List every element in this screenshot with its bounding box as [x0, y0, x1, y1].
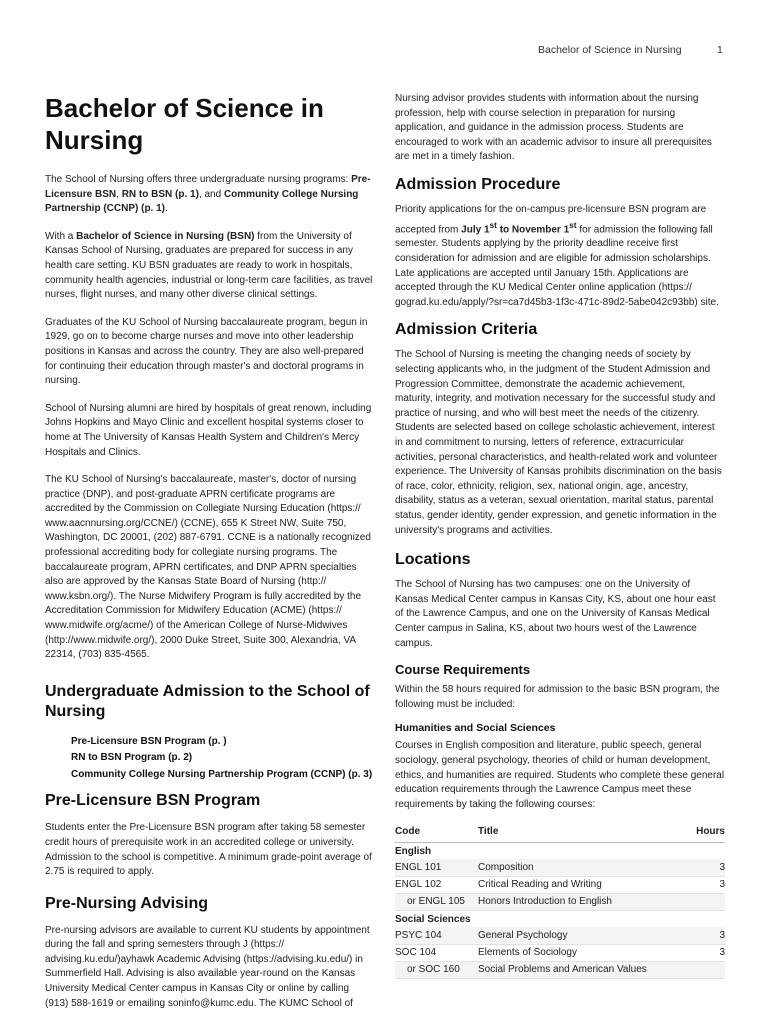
course-hours: 3: [685, 944, 725, 961]
prenursing-paragraph: Pre-nursing advisors are available to current KU students by appointment during the fall and spring semesters through J (https:// advising.ku.edu/)ayhawk Academic Advising (https://advising.ku.edu/) in Summerfield Hall. Advising is also available year-round on the Kansas University Medical Center campus in Kansas City or online by calling (913) 588-1619 or emailing soninfo@kumc.edu. The KUMC School of: [45, 924, 370, 1009]
link-prelicensure-program[interactable]: Pre-Licensure BSN Program (p. ): [71, 735, 227, 747]
table-row: [395, 859, 725, 876]
link-ccnp[interactable]: Community College Nursing Partnership (CCNP) (p. 1): [45, 188, 359, 215]
table-row: [395, 944, 725, 961]
column-header-code: Code: [395, 820, 478, 842]
course-code[interactable]: or ENGL 105: [395, 893, 478, 910]
prenursing-heading: Pre-Nursing Advising: [45, 894, 208, 912]
admission-criteria-heading: Admission Criteria: [395, 321, 538, 339]
prelicensure-paragraph: Students enter the Pre-Licensure BSN program after taking 58 semester credit hours of prerequisite work in an accredited college or university. Admission to the school is competitive. A minimum grade-point average of 2.75 is required to apply.: [45, 822, 372, 878]
table-row: [395, 893, 725, 910]
category-social-sciences: Social Sciences: [395, 913, 471, 925]
course-title: Elements of Sociology: [478, 944, 685, 961]
course-hours: 3: [685, 927, 725, 944]
humanities-paragraph: Courses in English composition and literature, public speech, general sociology, general psychology, theories of child or human development, ethics, and humanities are required. Students who complete these general education requirements through the Lawrence Campus meet these requirements by taking the following courses:: [395, 740, 725, 810]
bsn-paragraph: With a Bachelor of Science in Nursing (BSN) from the University of Kansas School of Nursing, graduates are prepared for success in any health care setting. KU BSN graduates are ready to work in hospitals, community health agencies, industrial or long-term care facilities, as travel nurses, flight nurses, and many other diverse clinical settings.: [45, 230, 373, 301]
course-hours: [685, 961, 725, 978]
undergrad-admission-heading: Undergraduate Admission to the School of Nursing: [45, 682, 370, 720]
intro-paragraph: The School of Nursing offers three undergraduate nursing programs: Pre-Licensure BSN, RN to BSN (p. 1), and Community College Nursing Partnership (CCNP) (p. 1).: [45, 174, 371, 215]
admission-procedure-heading: Admission Procedure: [395, 175, 561, 193]
course-code[interactable]: ENGL 102: [395, 876, 478, 893]
admission-criteria-paragraph: The School of Nursing is meeting the changing needs of society by selecting applicants who, in the judgment of the Student Admission and Progression Committee, demonstrate the academic achievement, maturity, integrity, and motivation necessary for the successful study and practice of nursing, and who will best meet the needs of the citizenry. Students are selected based on college scholastic achievement, interest in and commitment to nursing, letters of reference, extracurricular activities, personal characteristics, and health-related work and volunteer experience. The University of Kansas prohibits discrimination on the basis of race, color, ethnicity, religion, sex, national origin, age, ancestry, disability, status as a veteran, sexual orientation, marital status, parental status, gender identity, gender expression, and genetic information in the university's programs and activities.: [395, 349, 722, 536]
course-title: General Psychology: [478, 927, 685, 944]
column-header-hours: Hours: [685, 820, 725, 842]
locations-heading: Locations: [395, 551, 471, 569]
link-ccnp-program[interactable]: Community College Nursing Partnership Program (CCNP) (p. 3): [71, 768, 373, 780]
running-header-title: Bachelor of Science in Nursing: [538, 44, 682, 56]
course-table: [395, 820, 725, 979]
table-row: [395, 876, 725, 893]
course-code[interactable]: SOC 104: [395, 944, 478, 961]
course-requirements-paragraph: Within the 58 hours required for admission to the basic BSN program, the following must be included:: [395, 684, 720, 710]
prelicensure-heading: Pre-Licensure BSN Program: [45, 792, 261, 810]
page-number: 1: [717, 44, 723, 56]
course-code[interactable]: ENGL 101: [395, 859, 478, 876]
link-prelicensure-bsn[interactable]: Pre-Licensure BSN: [45, 174, 371, 200]
course-code[interactable]: PSYC 104: [395, 927, 478, 944]
graduates-paragraph: Graduates of the KU School of Nursing baccalaureate program, begun in 1929, go on to become charge nurses and move into other leadership positions in Kansas and across the country. They are also well-prepared for continuing their education through master's and doctoral programs in nursing.: [45, 316, 368, 387]
left-column: [45, 92, 375, 1011]
page-title: Bachelor of Science in Nursing: [45, 93, 324, 155]
humanities-heading: Humanities and Social Sciences: [395, 722, 556, 735]
accreditation-paragraph: The KU School of Nursing's baccalaureate, master's, doctor of nursing practice (DNP), and post-graduate APRN certificate programs are accredited by the Commission on Collegiate Nursing Education (https:// www.aacnnursing.org/CCNE/) (CCNE), 655 K Street NW, Suite 750, Washington, DC 20001, (202) 887-6791. CCNE is a nationally recognized professional accrediting body for collegiate nursing programs. The baccalaureate program, APRN certificates, and DNP APRN specialties also are approved by the Kansas State Board of Nursing (http:// www.ksbn.org/). The Nurse Midwifery Program is fully accredited by the Accreditation Commission for Midwifery Education (ACME) (https:// www.midwife.org/acme/) of the American College of Nurse-Midwives (http://www.midwife.org/), 2000 Duke Street, Suite 300, Alexandria, VA 22314, (703) 835-4565.: [45, 474, 371, 661]
link-rn-to-bsn-program[interactable]: RN to BSN Program (p. 2): [71, 752, 193, 764]
program-links-list: [45, 734, 375, 784]
admission-procedure-paragraph: Priority applications for the on-campus pre-licensure BSN program are accepted from July 1st to November 1st for admission the following fall semester. Students applying by the priority deadline receive first consideration for admission and are eligible for admission scholarships. Late applications are accepted until January 15th. Applications are accepted through the KU Medical Center online application (https:// gograd.ku.edu/apply/?sr=ca7d45b3-1f3c-471c-89d2-5abe042c93bb) site.: [395, 203, 719, 308]
course-code[interactable]: or SOC 160: [395, 961, 478, 978]
table-row: [395, 961, 725, 978]
course-title: Honors Introduction to English: [478, 893, 685, 910]
course-requirements-heading: Course Requirements: [395, 662, 531, 678]
locations-paragraph: The School of Nursing has two campuses: one on the University of Kansas Medical Center campus in Kansas City, KS, about one hour east of the Lawrence Campus, and one on the University of Kansas Medical Center campus in Salina, KS, about two hours west of the Lawrence campus.: [395, 579, 716, 649]
column-header-title: Title: [478, 820, 685, 842]
table-category-row: [395, 910, 725, 927]
table-category-row: [395, 842, 725, 859]
table-header-row: [395, 820, 725, 842]
table-row: [395, 927, 725, 944]
course-title: Critical Reading and Writing: [478, 876, 685, 893]
course-title: Social Problems and American Values: [478, 961, 685, 978]
course-title: Composition: [478, 859, 685, 876]
alumni-paragraph: School of Nursing alumni are hired by hospitals of great renown, including Johns Hopkins and Mayo Clinic and excellent hospital systems closer to home at The University of Kansas Health System and Children's Mercy Hospitals and Clinics.: [45, 402, 372, 458]
course-hours: 3: [685, 859, 725, 876]
category-english: English: [395, 845, 432, 857]
course-hours: [685, 893, 725, 910]
course-hours: 3: [685, 876, 725, 893]
right-column: [395, 92, 725, 979]
link-rn-to-bsn[interactable]: RN to BSN (p. 1): [121, 188, 199, 200]
advisor-paragraph: Nursing advisor provides students with information about the nursing profession, help with course selection in preparation for nursing application, and guidance in the admission process. Students are encouraged to work with an academic advisor to insure all prerequisites are met in a timely fashion.: [395, 93, 712, 163]
running-header: [0, 44, 770, 58]
